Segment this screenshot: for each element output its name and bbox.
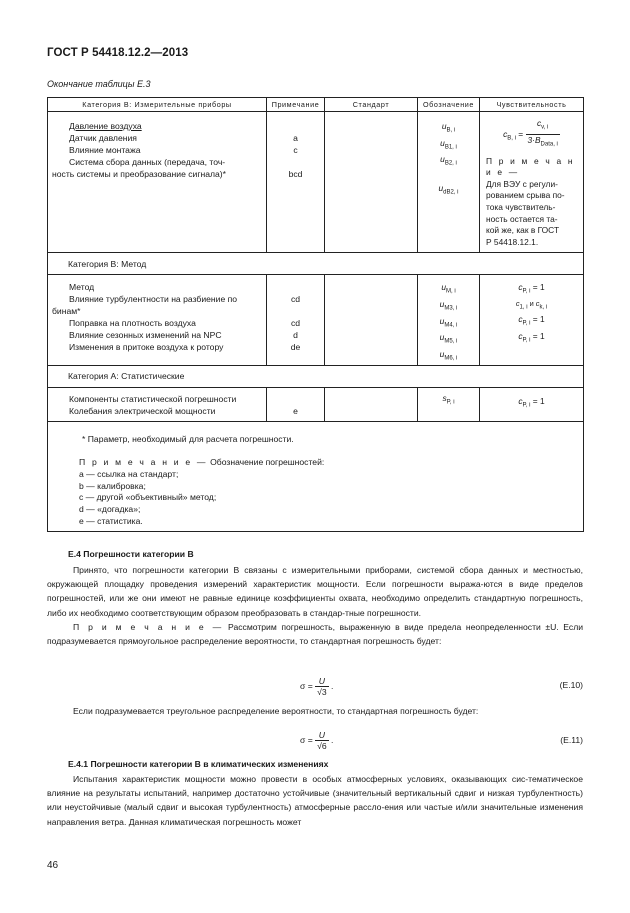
column-header: Категория B: Измерительные приборы [48, 98, 267, 112]
list-item: a — ссылка на стандарт; [79, 469, 179, 480]
category-row [48, 365, 584, 387]
list-item: Система сбора данных (передача, точ- [69, 157, 226, 167]
equation-number: (Е.11) [560, 735, 583, 745]
symbol-cell [418, 112, 480, 253]
symbol: $s_{P, i}$ [442, 392, 455, 406]
page-number: 46 [47, 860, 59, 871]
note-code: e [293, 405, 298, 416]
column-header: Стандарт [325, 98, 418, 112]
table-row [48, 387, 584, 421]
table-caption: Окончание таблицы Е.3 [47, 79, 151, 89]
item-cell [48, 112, 267, 253]
sensitivity-value: $c_{P, i} = 1$ [518, 282, 545, 295]
note-code: bcd [288, 169, 303, 179]
paragraph: Если подразумевается треугольное распределение вероятности, то стандартная погрешность будет: [73, 706, 479, 716]
standard-cell [325, 112, 418, 253]
standard-cell [325, 275, 418, 365]
list-item: бинам* [52, 306, 81, 317]
note-text: кой же, как в ГОСТ [486, 225, 560, 236]
document-header: ГОСТ Р 54418.12.2—2013 [47, 47, 189, 59]
note-cell [267, 275, 325, 365]
list-item: c — другой «объективный» метод; [79, 492, 217, 503]
category-label: Категория B: Метод [48, 253, 584, 275]
paragraph: Принято, что погрешности категории B связаны с измерительными приборами, системой сбора данных и местностью, окружающей площадку проведения измерений характеристик мощности. Если погрешности выража-ются в виде пределов погрешностей, или же они имеют не равные единице коэффициенты охвата, необходимо определить стандартную погрешность, либо их необходимо соответствующим образом преобразовать в стандар-тные погрешности. П р и м е ч а н и е — Рассмотрим погрешность, выраженную в виде предела неопределенности ±U. Если подразумевается прямоугольное распределение вероятности, то стандартная погрешность будет: [47, 565, 584, 647]
section-title: Е.4 Погрешности категории B [68, 549, 194, 559]
list-item: Датчик давления [69, 133, 137, 143]
sensitivity-formula: $c_{B, i}$ = $\frac{c_{v, i}}{3\cdot B_{Data, i}}$ [486, 118, 577, 152]
formula-e11: σ = $\frac{U}{√6}$ . [300, 730, 334, 751]
item-cell [48, 387, 267, 421]
list-item: ность системы и преобразование сигнала)* [52, 169, 227, 179]
list-item: Поправка на плотность воздуха [69, 318, 196, 329]
list-item: Колебания электрической мощности [69, 405, 216, 416]
list-item: Влияние турбулентности на разбиение по [69, 294, 238, 305]
note-text: Р 54418.12.1. [486, 236, 539, 247]
sensitivity-cell [480, 112, 584, 253]
symbol: $u_{B1, i}$ [440, 137, 457, 151]
list-item: b — калибровка; [79, 480, 146, 491]
note-code: de [290, 342, 301, 353]
symbol: $u_{M, i}$ [441, 282, 456, 295]
table-header-row [48, 98, 584, 112]
section-title: Е.4.1 Погрешности категории B в климатических изменениях [68, 759, 329, 769]
note-text: Для ВЭУ с регули- [486, 178, 558, 189]
note-text: тока чувствитель- [486, 201, 556, 212]
list-item: Изменения в притоке воздуха к ротору [69, 342, 224, 353]
sensitivity-value: $c_{P, i} = 1$ [518, 331, 545, 344]
symbol: $u_{B2, i}$ [440, 154, 457, 168]
symbol-cell [418, 387, 480, 421]
sensitivity-cell [480, 275, 584, 365]
column-header: Обозначение [418, 98, 480, 112]
sensitivity-value: $c_{P, i} = 1$ [518, 314, 545, 328]
list-item: Влияние монтажа [69, 145, 141, 155]
footer-note: П р и м е ч а н и е — Обозначение погрешностей: [79, 457, 325, 468]
symbol: $u_{M5, i}$ [439, 332, 458, 345]
sensitivity-cell [480, 387, 584, 421]
table-footer [48, 421, 584, 531]
list-item: Метод [69, 282, 95, 293]
symbol: $u_{M3, i}$ [439, 298, 458, 312]
note-code: c [293, 145, 298, 155]
fraction: $\frac{U}{√3}$ [317, 676, 327, 697]
footnote: * Параметр, необходимый для расчета погрешности. [82, 433, 294, 444]
symbol: $u_{M6, i}$ [439, 348, 458, 362]
list-item: d — «догадка»; [79, 504, 141, 515]
list-item: e — статистика. [79, 515, 143, 526]
category-row [48, 253, 584, 275]
note-code: a [293, 133, 298, 143]
column-header: Примечание [267, 98, 325, 112]
note-text: рованием срыва по- [486, 190, 565, 201]
symbol: $u_{M4, i}$ [439, 315, 458, 329]
column-header: Чувствительность [480, 98, 584, 112]
symbol-cell [418, 275, 480, 365]
note-cell [267, 387, 325, 421]
fraction: $\frac{U}{√6}$ [317, 730, 327, 751]
note-code: d [293, 330, 298, 341]
item-cell [48, 275, 267, 365]
symbol: $u_{B, i}$ [441, 121, 456, 134]
formula-e10: σ = $\frac{U}{√3}$ . [300, 676, 334, 697]
category-label: Категория A: Статистические [48, 365, 584, 387]
list-item: Компоненты статистической погрешности [69, 393, 237, 404]
list-item: Влияние сезонных изменений на NPC [69, 330, 222, 341]
standard-cell [325, 387, 418, 421]
note-code: cd [290, 318, 301, 329]
sensitivity-value: $c_{1, i}$ и $c_{k, i}$ [515, 298, 548, 311]
fraction: $\frac{c_{v, i}}{3\cdot B_{Data, i}}$ [527, 118, 558, 148]
group-heading: Давление воздуха [69, 121, 142, 131]
table-row [48, 112, 584, 253]
table-row [48, 275, 584, 365]
symbol: $u_{dB2, i}$ [438, 183, 459, 196]
note-label: П р и м е ч а н и е — [486, 155, 575, 178]
equation-number: (Е.10) [559, 680, 583, 690]
paragraph: Испытания характеристик мощности можно провести в особых атмосферных условиях, оказывающих сис-тематическое влияние на результаты испытаний, например достаточно устойчивые (значительный вертикальный сдвиг и низкая турбулентность) или неустойчивые (малый сдвиг и высокая турбулентность) атмосферные рассло-ения или частые и/или значительные изменения направления ветра. Данная климатическая погрешность может [47, 774, 583, 827]
note-text: ность остается та- [486, 213, 558, 224]
note-cell [267, 112, 325, 253]
note-code: cd [290, 294, 301, 305]
sensitivity-value: $c_{P, i} = 1$ [518, 395, 545, 409]
table-e3 [47, 97, 584, 532]
table-footer-row [48, 421, 584, 531]
